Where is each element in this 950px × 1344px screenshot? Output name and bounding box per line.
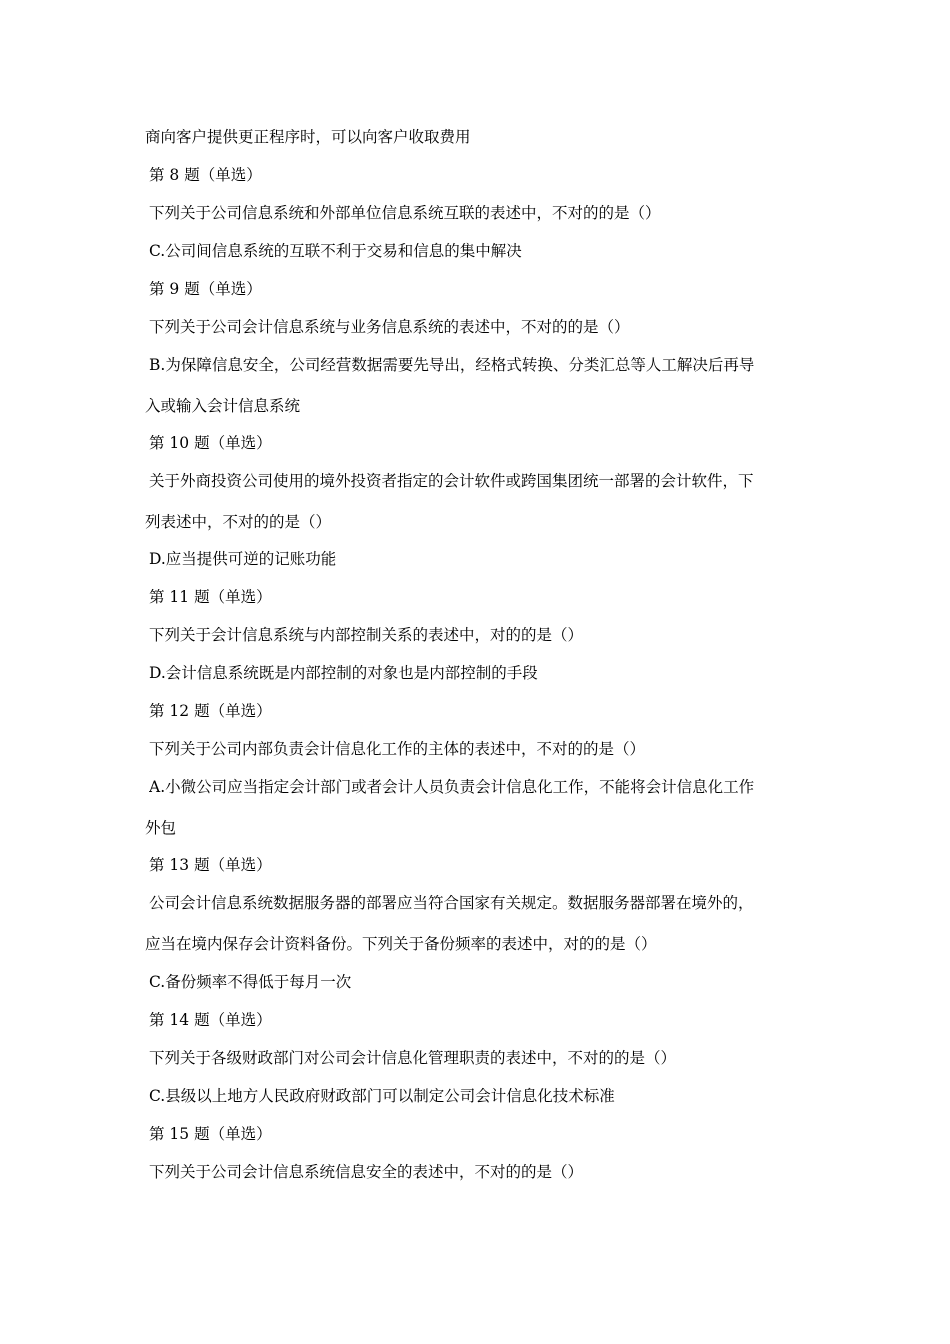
answer-text: B.为保障信息安全，公司经营数据需要先导出，经格式转换、分类汇总等人工解决后再导 xyxy=(149,356,755,374)
answer-text: A.小微公司应当指定会计部门或者会计人员负责会计信息化工作，不能将会计信息化工作 xyxy=(149,778,755,796)
question-number: 第 9 题（单选） xyxy=(149,280,262,298)
question-text-continued: 应当在境内保存会计资料备份。下列关于备份频率的表述中，对的的是（） xyxy=(145,935,657,953)
question-text: 下列关于公司信息系统和外部单位信息系统互联的表述中，不对的的是（） xyxy=(149,204,661,222)
question-text: 下列关于公司内部负责会计信息化工作的主体的表述中，不对的的是（） xyxy=(149,740,646,758)
question-text: 下列关于公司会计信息系统与业务信息系统的表述中，不对的的是（） xyxy=(149,318,630,336)
question-number: 第 14 题（单选） xyxy=(149,1011,272,1029)
answer-text: C.县级以上地方人民政府财政部门可以制定公司会计信息化技术标准 xyxy=(149,1087,615,1105)
answer-text: C.公司间信息系统的互联不利于交易和信息的集中解决 xyxy=(149,242,522,260)
question-number: 第 15 题（单选） xyxy=(149,1125,272,1143)
text-line: 商向客户提供更正程序时，可以向客户收取费用 xyxy=(145,128,471,146)
question-text: 下列关于会计信息系统与内部控制关系的表述中，对的的是（） xyxy=(149,626,584,644)
question-number: 第 8 题（单选） xyxy=(149,166,262,184)
question-number: 第 11 题（单选） xyxy=(149,588,272,606)
answer-text: D.会计信息系统既是内部控制的对象也是内部控制的手段 xyxy=(149,664,538,682)
question-text-continued: 列表述中，不对的的是（） xyxy=(145,513,332,531)
question-text: 下列关于公司会计信息系统信息安全的表述中，不对的的是（） xyxy=(149,1163,584,1181)
question-text: 公司会计信息系统数据服务器的部署应当符合国家有关规定。数据服务器部署在境外的， xyxy=(149,894,754,912)
question-text: 关于外商投资公司使用的境外投资者指定的会计软件或跨国集团统一部署的会计软件，下 xyxy=(149,472,754,490)
question-text: 下列关于各级财政部门对公司会计信息化管理职责的表述中，不对的的是（） xyxy=(149,1049,677,1067)
answer-text: C.备份频率不得低于每月一次 xyxy=(149,973,352,991)
question-number: 第 13 题（单选） xyxy=(149,856,272,874)
answer-text-continued: 入或输入会计信息系统 xyxy=(145,397,301,415)
question-number: 第 10 题（单选） xyxy=(149,434,272,452)
question-number: 第 12 题（单选） xyxy=(149,702,272,720)
answer-text-continued: 外包 xyxy=(145,819,177,837)
answer-text: D.应当提供可逆的记账功能 xyxy=(149,550,337,568)
